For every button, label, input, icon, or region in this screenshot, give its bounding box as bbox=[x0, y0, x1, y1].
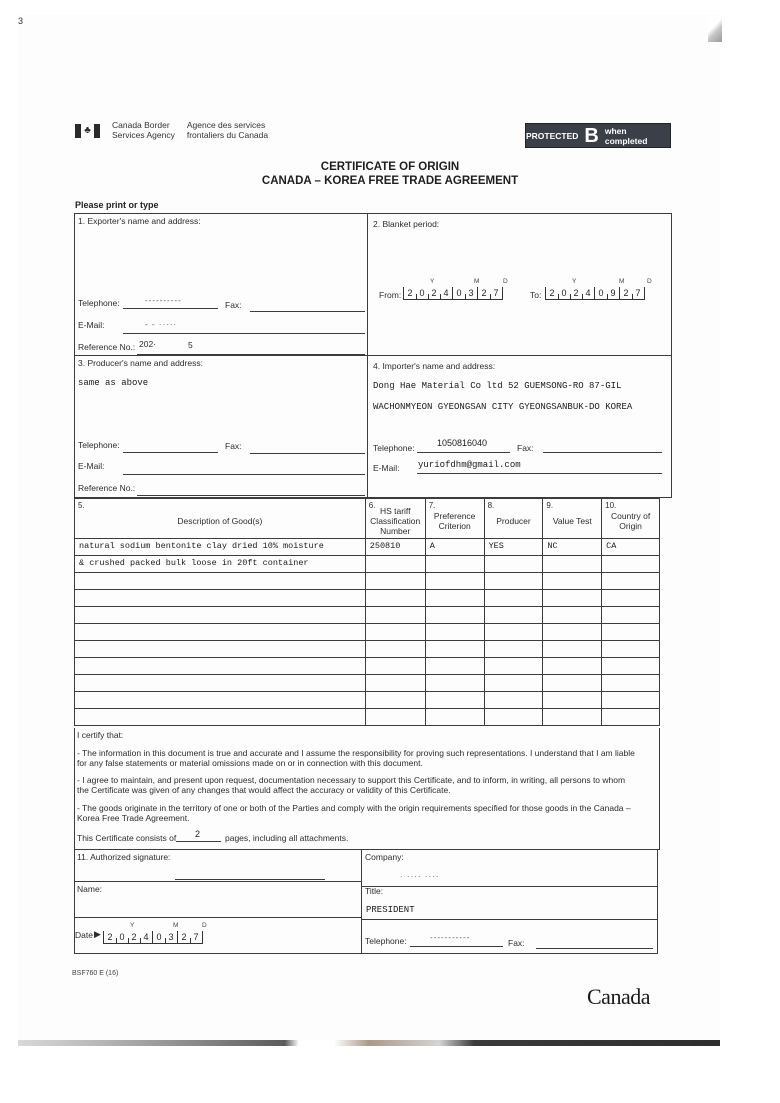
agency-name-fr: Agence des services frontaliers du Canada bbox=[186, 120, 269, 140]
exporter-reference-label: Reference No.: bbox=[78, 342, 136, 352]
blanket-from-date[interactable] bbox=[403, 287, 503, 300]
exporter-reference-value-2: 5 bbox=[188, 340, 193, 350]
col-value-test: 9. Value Test bbox=[543, 499, 602, 539]
producer-fax-label: Fax: bbox=[225, 441, 242, 451]
importer-address-line1: Dong Hae Material Co ltd 52 GUEMSONG-RO 87-GIL bbox=[373, 381, 622, 391]
protected-b-badge: PROTECTED B when completed bbox=[525, 123, 671, 148]
table-row: natural sodium bentonite clay dried 10% moisture 250810 A YES NC CA bbox=[75, 539, 660, 556]
exporter-telephone-value: ---------- bbox=[145, 296, 182, 305]
col-description: 5. Description of Good(s) bbox=[75, 499, 366, 539]
company-label: Company: bbox=[365, 852, 404, 862]
importer-address-line2: WACHONMYEON GYEONGSAN CITY GYEONGSANBUK-DO KOREA bbox=[373, 402, 633, 412]
pages-prefix: This Certificate consists of bbox=[77, 833, 177, 843]
blanket-to-date[interactable] bbox=[545, 287, 645, 300]
blanket-to-label: To: bbox=[530, 290, 542, 300]
exporter-telephone-label: Telephone: bbox=[78, 298, 120, 308]
exporter-reference-value-1: 202· bbox=[139, 339, 157, 349]
from-month[interactable]: 0 3 bbox=[452, 287, 477, 300]
table-row bbox=[75, 658, 660, 675]
col-hs-tariff: 6. HS tariff Classification Number bbox=[365, 499, 425, 539]
importer-section bbox=[367, 355, 672, 498]
signature-date[interactable]: 2 0 2 4 0 3 2 7 bbox=[103, 931, 203, 944]
scan-edge bbox=[18, 1040, 720, 1046]
signer-telephone-label: Telephone: bbox=[365, 936, 407, 946]
importer-telephone-value: 1050816040 bbox=[437, 438, 488, 448]
signer-fax-label: Fax: bbox=[508, 938, 525, 948]
signer-telephone-value: ----------- bbox=[430, 933, 471, 942]
agency-name-en: Canada Border Services Agency bbox=[112, 120, 175, 140]
importer-fax-field[interactable] bbox=[543, 441, 662, 453]
producer-value: same as above bbox=[78, 378, 149, 388]
date-label: Date bbox=[75, 930, 93, 940]
to-year[interactable]: 2 0 2 4 bbox=[545, 287, 594, 300]
company-value: · ···· ···· bbox=[400, 872, 440, 881]
form-code: BSF760 E (16) bbox=[72, 970, 119, 977]
table-row bbox=[75, 675, 660, 692]
producer-reference-label: Reference No.: bbox=[78, 483, 136, 493]
print-instruction: Please print or type bbox=[75, 200, 159, 210]
title-label: Title: bbox=[365, 886, 384, 896]
importer-fax-label: Fax: bbox=[517, 443, 534, 453]
date-arrow-icon: ▶ bbox=[94, 929, 101, 939]
producer-section bbox=[74, 355, 368, 498]
page-number: 3 bbox=[18, 16, 24, 26]
signature-field[interactable] bbox=[175, 868, 325, 880]
producer-label: 3. Producer's name and address: bbox=[78, 358, 203, 368]
signature-label: 11. Authorized signature: bbox=[77, 852, 171, 862]
blanket-from-label: From: bbox=[379, 290, 402, 300]
from-year[interactable]: 2 0 2 4 bbox=[403, 287, 452, 300]
col-country-of-origin: 10. Country of Origin bbox=[602, 499, 660, 539]
table-row bbox=[75, 607, 660, 624]
goods-table-header bbox=[75, 499, 660, 539]
importer-telephone-label: Telephone: bbox=[373, 443, 415, 453]
table-row bbox=[75, 624, 660, 641]
blanket-period-section bbox=[367, 213, 672, 356]
table-row bbox=[75, 692, 660, 709]
producer-fax-field[interactable] bbox=[250, 442, 365, 454]
from-day[interactable]: 2 7 bbox=[477, 287, 503, 300]
exporter-fax-label: Fax: bbox=[225, 300, 242, 310]
table-row bbox=[75, 709, 660, 726]
certify-statement-1: - The information in this document is true and accurate and I assume the responsibility for proving such representations. I understand that I am liable for any false statements or material omissions made on or in connection with this document. bbox=[77, 748, 635, 768]
importer-email-label: E-Mail: bbox=[373, 463, 400, 473]
producer-telephone-label: Telephone: bbox=[78, 440, 120, 450]
table-row bbox=[75, 573, 660, 590]
canada-wordmark: Canada bbox=[587, 984, 650, 1009]
title-value: PRESIDENT bbox=[366, 905, 415, 915]
signer-fax-field[interactable] bbox=[536, 937, 653, 949]
certify-statement-2: - I agree to maintain, and present upon request, documentation necessary to support this Certificate, and to inform, in writing, all persons to whom the Certificate was given of any changes that would affect the accuracy or validity of this Certificate. bbox=[77, 775, 626, 795]
producer-reference-field[interactable] bbox=[137, 484, 365, 496]
blanket-period-label: 2. Blanket period: bbox=[373, 219, 440, 229]
goods-table bbox=[74, 498, 660, 726]
exporter-email-label: E-Mail: bbox=[78, 320, 105, 330]
importer-label: 4. Importer's name and address: bbox=[373, 361, 496, 371]
pages-suffix: pages, including all attachments. bbox=[225, 833, 349, 843]
exporter-reference-field[interactable] bbox=[137, 343, 365, 355]
certify-intro: I certify that: bbox=[77, 730, 124, 740]
exporter-section bbox=[74, 213, 368, 356]
producer-telephone-field[interactable] bbox=[123, 441, 218, 453]
agency-header bbox=[75, 121, 280, 140]
exporter-fax-field[interactable] bbox=[250, 300, 365, 312]
table-row bbox=[75, 590, 660, 607]
col-producer: 8. Producer bbox=[484, 499, 543, 539]
table-row bbox=[75, 641, 660, 658]
canada-flag-icon: ♣ bbox=[75, 124, 100, 138]
importer-email-value: yuriofdhm@gmail.com bbox=[418, 460, 521, 470]
pages-count-value: 2 bbox=[195, 829, 201, 839]
certify-statement-3: - The goods originate in the territory of one or both of the Parties and comply with the origin requirements specified for those goods in the Canada – Korea Free Trade Agreement. bbox=[77, 803, 631, 823]
exporter-label: 1. Exporter's name and address: bbox=[78, 216, 201, 226]
to-day[interactable]: 2 7 bbox=[619, 287, 645, 300]
to-month[interactable]: 0 9 bbox=[594, 287, 619, 300]
producer-email-label: E-Mail: bbox=[78, 461, 105, 471]
table-row: & crushed packed bulk loose in 20ft container bbox=[75, 556, 660, 573]
document-title: CERTIFICATE OF ORIGIN CANADA – KOREA FREE TRADE AGREEMENT bbox=[261, 161, 519, 187]
page-fold-corner bbox=[708, 16, 722, 42]
producer-email-field[interactable] bbox=[123, 463, 365, 475]
exporter-email-value: - - ····· bbox=[145, 320, 178, 329]
name-label: Name: bbox=[77, 884, 103, 894]
col-preference-criterion: 7. Preference Criterion bbox=[425, 499, 484, 539]
